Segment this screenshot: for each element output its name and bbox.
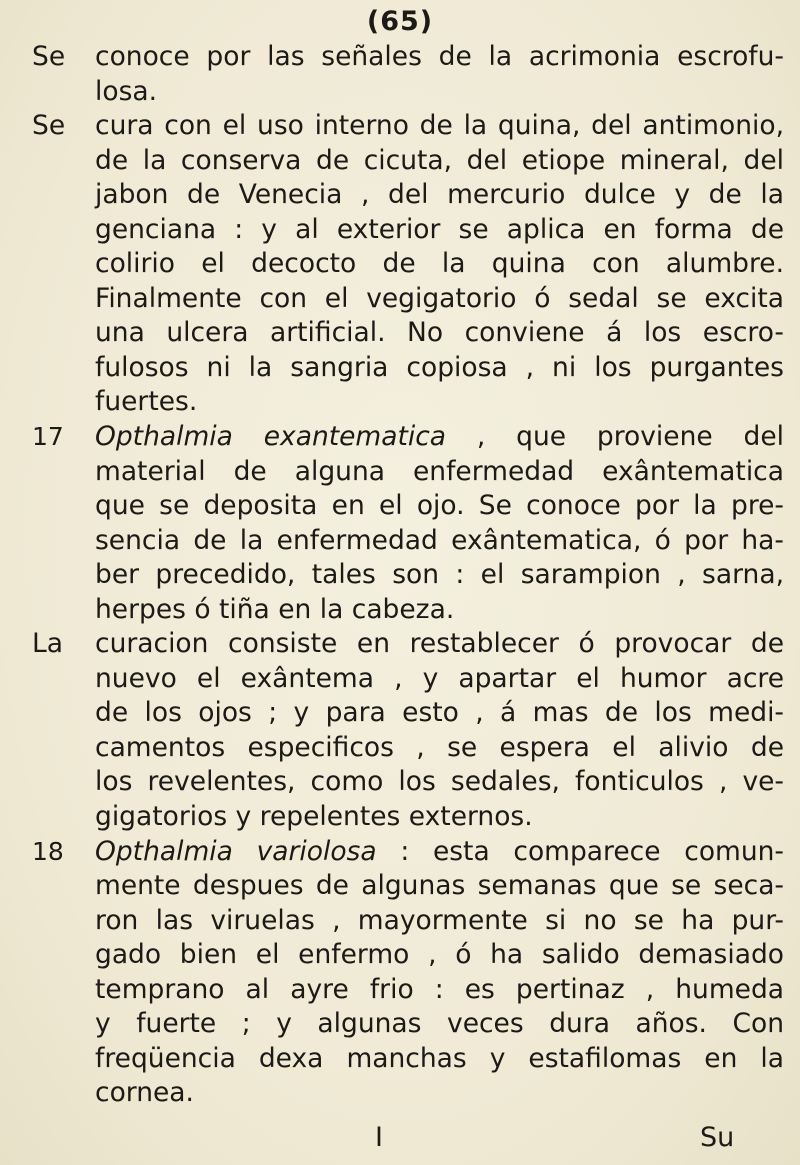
- page-text: [32, 40, 784, 1111]
- text-line: ron las viruelas , mayormente si no se ha pur-: [95, 904, 784, 936]
- text-line: conoce por las señales de la acrimonia escrofu-: [95, 41, 784, 72]
- section-title: Opthalmia variolosa: [95, 835, 377, 867]
- text-run: , que proviene del: [446, 421, 784, 453]
- text-line: genciana : y al exterior se aplica en forma de: [95, 213, 784, 245]
- text-line: colirio el decocto de la quina con alumbre.: [95, 248, 784, 280]
- paragraph-opthalmia-variolosa: [32, 835, 784, 1111]
- text-line: que se deposita en el ojo. Se conoce por la pre-: [95, 490, 784, 522]
- text-line: fuertes.: [95, 386, 198, 418]
- text-line: [95, 835, 784, 870]
- text-line: herpes ó tiña en la cabeza.: [95, 593, 455, 625]
- text-line: los revelentes, como los sedales, fonticulos , ve-: [95, 766, 784, 798]
- text-line: y fuerte ; y algunas veces dura años. Con: [95, 1008, 784, 1040]
- text-line: losa.: [95, 75, 158, 107]
- text-line: sencia de la enfermedad exântematica, ó por ha-: [95, 524, 784, 556]
- text-line: jabon de Venecia , del mercurio dulce y de la: [95, 179, 784, 211]
- text-line: cura con el uso interno de la quina, del antimonio,: [95, 110, 784, 142]
- section-number: 18: [32, 836, 64, 866]
- catchword: Su: [700, 1122, 735, 1153]
- text-line: una ulcera artificial. No conviene á los escro-: [95, 317, 784, 349]
- text-line: gado bien el enfermo , ó ha salido demasiado: [95, 939, 784, 971]
- text-line: cornea.: [95, 1077, 194, 1109]
- text-line: material de alguna enfermedad exântematica: [95, 455, 784, 487]
- section-number: 17: [32, 422, 64, 452]
- paragraph-lead: La: [32, 628, 64, 660]
- section-title: Opthalmia exantematica: [95, 421, 447, 453]
- paragraph-curacion: [32, 627, 784, 834]
- paragraph-lead: Se: [32, 41, 66, 72]
- text-line: [95, 420, 784, 455]
- paragraph-acrimonia: [32, 40, 784, 109]
- paragraph-lead: Se: [32, 110, 66, 142]
- paragraph-opthalmia-exantematica: [32, 420, 784, 627]
- page-footer: [0, 1122, 800, 1162]
- text-line: de la conserva de cicuta, del etiope mineral, del: [95, 144, 784, 176]
- text-line: ber precedido, tales son : el sarampion , sarna,: [95, 559, 784, 591]
- paragraph-cure-escrofulosa: [32, 109, 784, 420]
- text-line: fulosos ni la sangria copiosa , ni los purgantes: [95, 351, 784, 383]
- text-line: de los ojos ; y para esto , á mas de los medi-: [95, 697, 784, 729]
- text-line: camentos especificos , se espera el alivio de: [95, 731, 784, 763]
- page-number: (65): [366, 6, 434, 37]
- text-line: Finalmente con el vegigatorio ó sedal se excita: [95, 282, 784, 314]
- text-line: temprano al ayre frio : es pertinaz , humeda: [95, 973, 784, 1005]
- text-line: mente despues de algunas semanas que se seca-: [95, 870, 784, 902]
- text-line: freqüencia dexa manchas y estafilomas en la: [95, 1042, 784, 1074]
- text-line: curacion consiste en restablecer ó provocar de: [95, 628, 784, 660]
- text-line: gigatorios y repelentes externos.: [95, 801, 533, 833]
- text-line: nuevo el exântema , y apartar el humor acre: [95, 662, 784, 694]
- text-run: : esta comparece comun-: [376, 835, 784, 867]
- signature-mark: I: [375, 1122, 383, 1153]
